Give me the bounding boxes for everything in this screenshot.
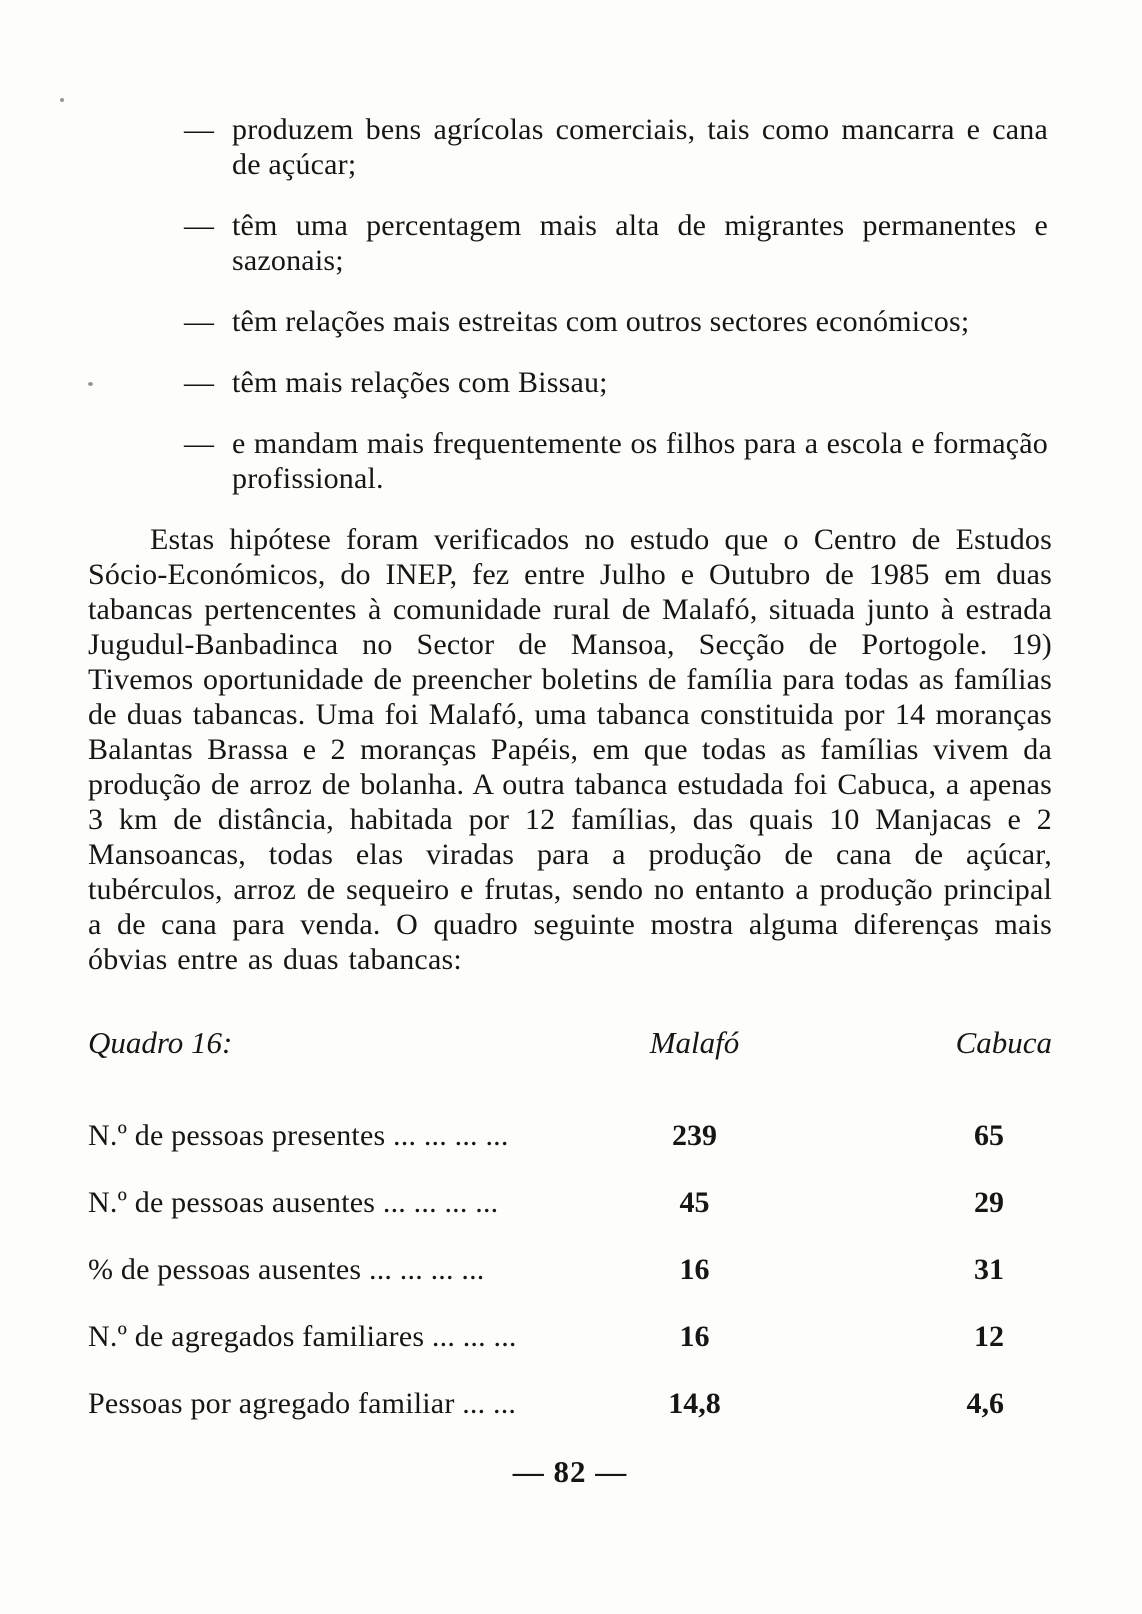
column-header-cabuca: Cabuca (955, 1025, 1052, 1060)
table-body (88, 1119, 1052, 1421)
bullet-dash: — (184, 427, 215, 460)
row-value-cabuca: 31 (974, 1253, 1004, 1286)
row-value-cabuca: 12 (974, 1320, 1004, 1353)
row-label: N.º de pessoas ausentes ... ... ... ... (88, 1186, 499, 1219)
bullet-item (184, 304, 1052, 339)
bullet-text: e mandam mais frequentemente os filhos para a escola e formação profissional. (232, 427, 1048, 495)
table-row (88, 1387, 1052, 1421)
row-value-cabuca: 4,6 (966, 1387, 1004, 1420)
body-paragraph: Estas hipótese foram verificados no estudo que o Centro de Estudos Sócio-Económicos, do INEP, fez entre Julho e Outubro de 1985 em duas tabancas pertencentes à comunidade rural de Malafó, situada junto à estrada Jugudul-Banbadinca no Sector de Mansoa, Secção de Portogole. 19) Tivemos oportunidade de preencher boletins de família para todas as famílias de duas tabancas. Uma foi Malafó, uma tabanca constituida por 14 moranças Balantas Brassa e 2 moranças Papéis, em que todas as famílias vivem da produção de arroz de bolanha. A outra tabanca estudada foi Cabuca, a apenas 3 km de distância, habitada por 12 famílias, das quais 10 Manjacas e 2 Mansoancas, todas elas viradas para a produção de cana de açúcar, tubérculos, arroz de sequeiro e frutas, sendo no entanto a produção principal a de cana para venda. O quadro seguinte mostra alguma diferenças mais óbvias entre as duas tabancas: (88, 523, 1052, 976)
bullet-item (184, 112, 1052, 182)
bullet-text: produzem bens agrícolas comerciais, tais como mancarra e cana de açúcar; (232, 113, 1048, 181)
bullet-list (88, 112, 1052, 496)
table-header-row (88, 1025, 1052, 1061)
scan-artifact (88, 382, 93, 386)
row-label: % de pessoas ausentes ... ... ... ... (88, 1253, 485, 1286)
bullet-text: têm relações mais estreitas com outros sectores económicos; (232, 305, 970, 338)
bullet-dash: — (184, 366, 215, 399)
row-value-malafo: 16 (679, 1253, 710, 1286)
bullet-item (184, 208, 1052, 278)
row-value-cabuca: 65 (974, 1119, 1004, 1152)
table-title: Quadro 16: (88, 1025, 233, 1060)
row-value-malafo: 45 (679, 1186, 710, 1219)
table-quadro-16 (88, 1025, 1052, 1421)
row-value-malafo: 14,8 (668, 1387, 721, 1420)
scan-artifact (60, 98, 64, 102)
table-row (88, 1186, 1052, 1220)
bullet-dash: — (184, 113, 215, 146)
bullet-text: têm mais relações com Bissau; (232, 366, 608, 399)
bullet-item (184, 426, 1052, 496)
bullet-text: têm uma percentagem mais alta de migrantes permanentes e sazonais; (232, 209, 1048, 277)
table-row (88, 1119, 1052, 1153)
table-row (88, 1320, 1052, 1354)
table-row (88, 1253, 1052, 1287)
row-value-malafo: 16 (679, 1320, 710, 1353)
bullet-dash: — (184, 209, 215, 242)
column-header-malafo: Malafó (649, 1025, 740, 1060)
row-label: N.º de agregados familiares ... ... ... (88, 1320, 517, 1353)
page-number: — 82 — (512, 1454, 628, 1489)
row-label: N.º de pessoas presentes ... ... ... ... (88, 1119, 509, 1152)
row-value-malafo: 239 (672, 1119, 717, 1152)
bullet-dash: — (184, 305, 215, 338)
row-value-cabuca: 29 (974, 1186, 1004, 1219)
row-label: Pessoas por agregado familiar ... ... (88, 1387, 517, 1420)
bullet-item (184, 365, 1052, 400)
